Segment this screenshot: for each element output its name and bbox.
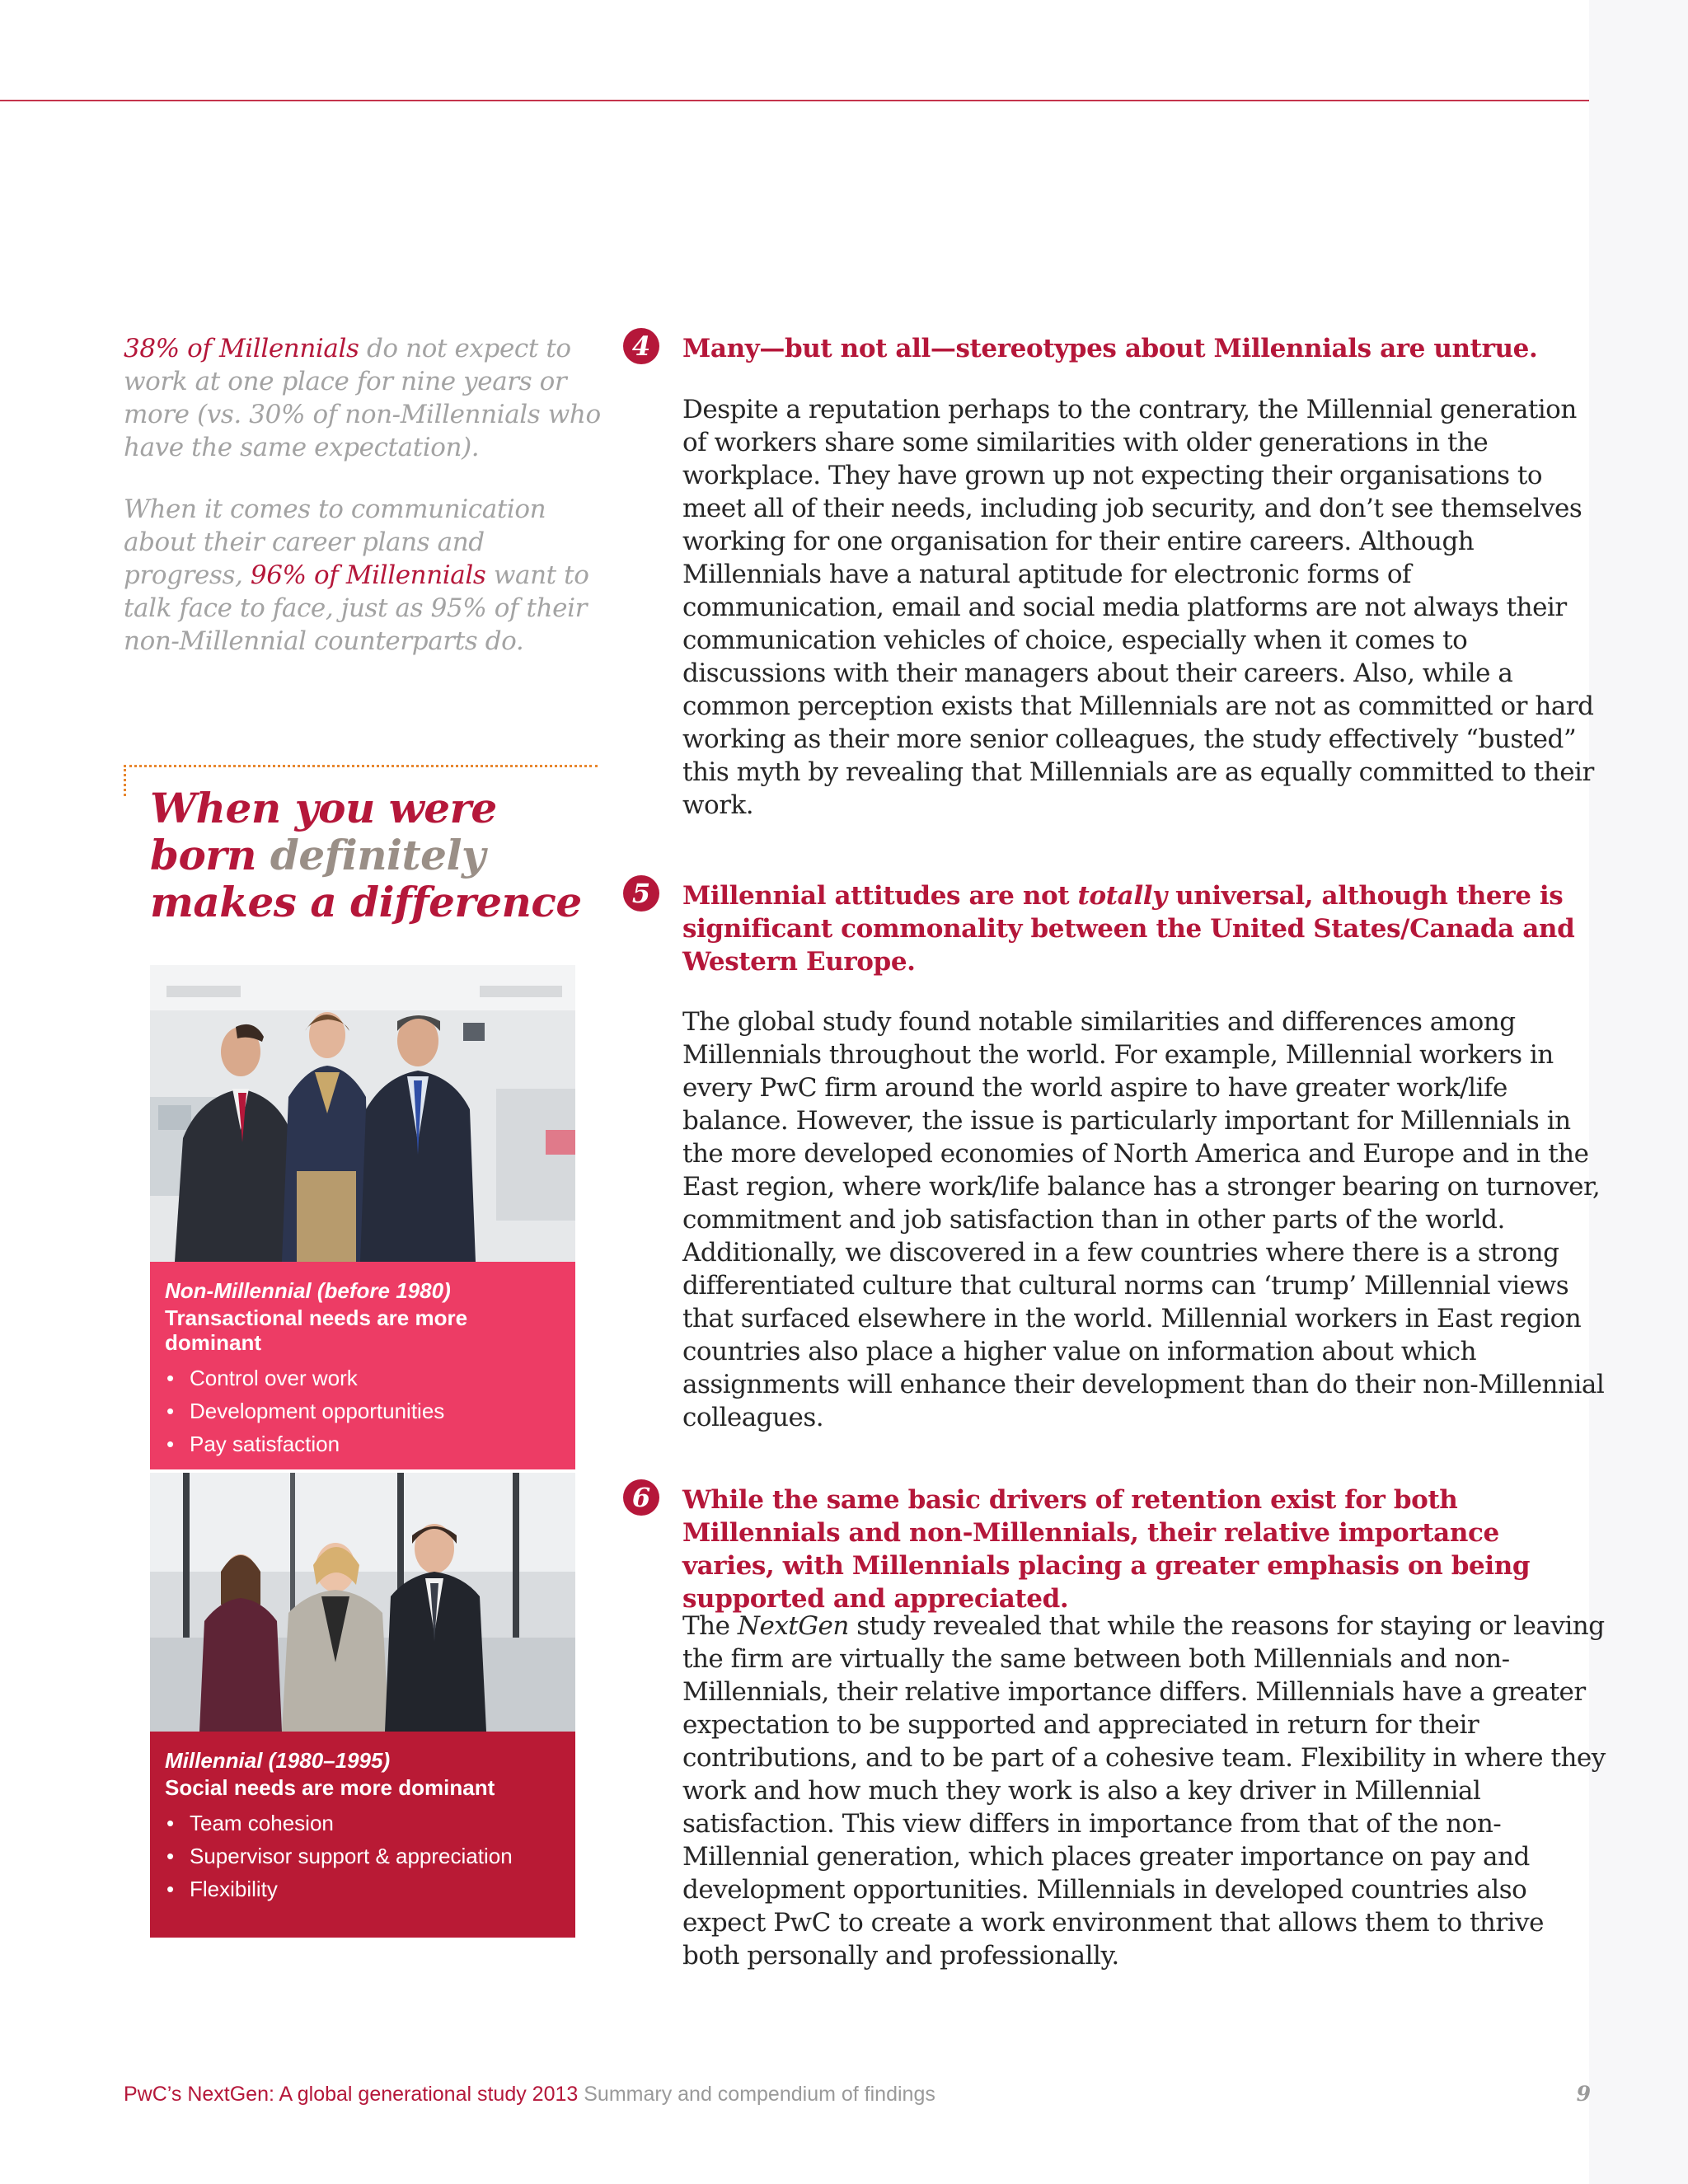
section-5-heading-part: Millennial attitudes are not bbox=[682, 881, 1078, 911]
title-part-2: definitely bbox=[270, 831, 485, 879]
sidebar-quote-2 bbox=[124, 493, 602, 658]
title-part-3: makes a difference bbox=[150, 878, 582, 926]
card-millennial-list bbox=[165, 1807, 560, 1905]
bullet-icon: • bbox=[166, 1366, 175, 1390]
section-6-body-italic: NextGen bbox=[737, 1611, 849, 1641]
dotted-divider-tick bbox=[124, 765, 126, 796]
section-5-heading bbox=[682, 879, 1597, 978]
list-item-text: Pay satisfaction bbox=[190, 1432, 340, 1456]
bullet-icon: • bbox=[166, 1811, 175, 1835]
title-part-1: When you were born bbox=[150, 784, 497, 879]
photo-millennials bbox=[150, 1473, 575, 1732]
section-6-number-badge: 6 bbox=[623, 1479, 659, 1516]
section-6-body bbox=[682, 1610, 1606, 1972]
section-5-number-badge: 5 bbox=[623, 875, 659, 912]
section-5-heading-part: universal, although there is significant commonality between the United States/Canada and Western Europe. bbox=[682, 881, 1575, 977]
section-5-body: The global study found notable similarities and differences among Millennials throughout the world. For example, Millennial workers in every PwC firm around the world aspire to have greater work/life balance. However, the issue is particularly important for Millennials in the more developed economies of North America and Europe and in the East region, where work/life balance has a stronger bearing on turnover, commitment and job satisfaction than in other parts of the world. Additionally, we discovered in a few countries where there is a strong differentiated culture that cultural norms can ‘trump’ Millennial views that surfaced elsewhere in the world. Millennial workers in East region countries also place a higher value on information about which assignments will enhance their development than do their non-Millennial colleagues. bbox=[682, 1007, 1605, 1432]
quote-2-text-after: want to talk face to face, just as 95% of their non-Millennial counterparts do. bbox=[124, 560, 589, 656]
section-4-body: Despite a reputation perhaps to the contrary, the Millennial generation of workers share some similarities with older generations in the workplace. They have grown up not expecting their organisations to meet all of their needs, including job security, and don’t see themselves working for one organisation for their entire careers. Although Millennials have a natural aptitude for electronic forms of communication, email and social media platforms are not always their communication vehicles of choice, especially when it comes to discussions with their managers about their careers. Also, while a common perception exists that Millennials are not as committed or hard working as their more senior colleagues, the study effectively “busted” this myth by revealing that Millennials are as equally committed to their work. bbox=[682, 395, 1594, 820]
page-footer bbox=[124, 2082, 1591, 2107]
card-millennial-headline: Social needs are more dominant bbox=[165, 1775, 495, 1800]
bullet-icon: • bbox=[166, 1844, 175, 1868]
section-4-heading: Many—but not all—stereotypes about Millennials are untrue. bbox=[682, 334, 1538, 363]
quote-1-text: do not expect to work at one place for nine years or more (vs. 30% of non-Millennials who have the same expectation). bbox=[124, 334, 601, 462]
bullet-icon: • bbox=[166, 1432, 175, 1456]
bullet-icon: • bbox=[166, 1399, 175, 1423]
list-item bbox=[165, 1394, 560, 1427]
header-rule bbox=[0, 100, 1589, 101]
bullet-icon: • bbox=[166, 1877, 175, 1901]
list-item bbox=[165, 1807, 560, 1840]
photo-non-millennials bbox=[150, 965, 575, 1262]
list-item-text: Supervisor support & appreciation bbox=[190, 1844, 513, 1868]
card-non-millennial bbox=[150, 1262, 575, 1469]
footer-subtitle: Summary and compendium of findings bbox=[578, 2083, 935, 2106]
section-4-number-badge: 4 bbox=[623, 328, 659, 364]
list-item-text: Development opportunities bbox=[190, 1399, 445, 1423]
list-item-text: Flexibility bbox=[190, 1877, 278, 1901]
list-item-text: Control over work bbox=[190, 1366, 358, 1390]
card-non-millennial-list bbox=[165, 1361, 560, 1460]
sidebar-quote-1 bbox=[124, 332, 602, 464]
page-number: 9 bbox=[1576, 2082, 1591, 2106]
list-item bbox=[165, 1872, 560, 1905]
list-item bbox=[165, 1840, 560, 1872]
list-item bbox=[165, 1361, 560, 1394]
quote-1-highlight: 38% of Millennials bbox=[124, 334, 359, 363]
card-millennial bbox=[150, 1732, 575, 1938]
section-6-body-part: The bbox=[682, 1611, 738, 1641]
section-6-heading: While the same basic drivers of retention exist for both Millennials and non-Millennials, their relative importance varies, with Millennials placing a greater emphasis on being supported and appreciated. bbox=[682, 1485, 1531, 1614]
list-item-text: Team cohesion bbox=[190, 1811, 334, 1835]
section-6-body-part: study revealed that while the reasons for staying or leaving the firm are virtually the same between both Millennials and non-Millennials, their relative importance differs. Millennials have a greater expectation to be supported and appreciated in return for their contributions, and to be part of a cohesive team. Flexibility in where they work and how much they work is also a key driver in Millennial satisfaction. This view differs in importance from that of the non-Millennial generation, which places greater importance on pay and development opportunities. Millennials in developed countries also expect PwC to create a work environment that allows them to thrive both personally and professionally. bbox=[682, 1611, 1606, 1971]
sidebar-title bbox=[150, 785, 612, 926]
dotted-divider bbox=[124, 765, 598, 767]
card-non-millennial-headline: Transactional needs are more dominant bbox=[165, 1305, 468, 1355]
section-5-heading-italic: totally bbox=[1077, 881, 1167, 911]
quote-2-text-before: When it comes to communication about their career plans and progress, bbox=[124, 494, 546, 590]
card-non-millennial-kicker: Non-Millennial (before 1980) bbox=[165, 1278, 451, 1303]
card-millennial-kicker: Millennial (1980–1995) bbox=[165, 1748, 391, 1773]
quote-2-highlight: 96% of Millennials bbox=[250, 560, 486, 590]
footer-title: PwC’s NextGen: A global generational study 2013 bbox=[124, 2083, 579, 2106]
list-item bbox=[165, 1427, 560, 1460]
